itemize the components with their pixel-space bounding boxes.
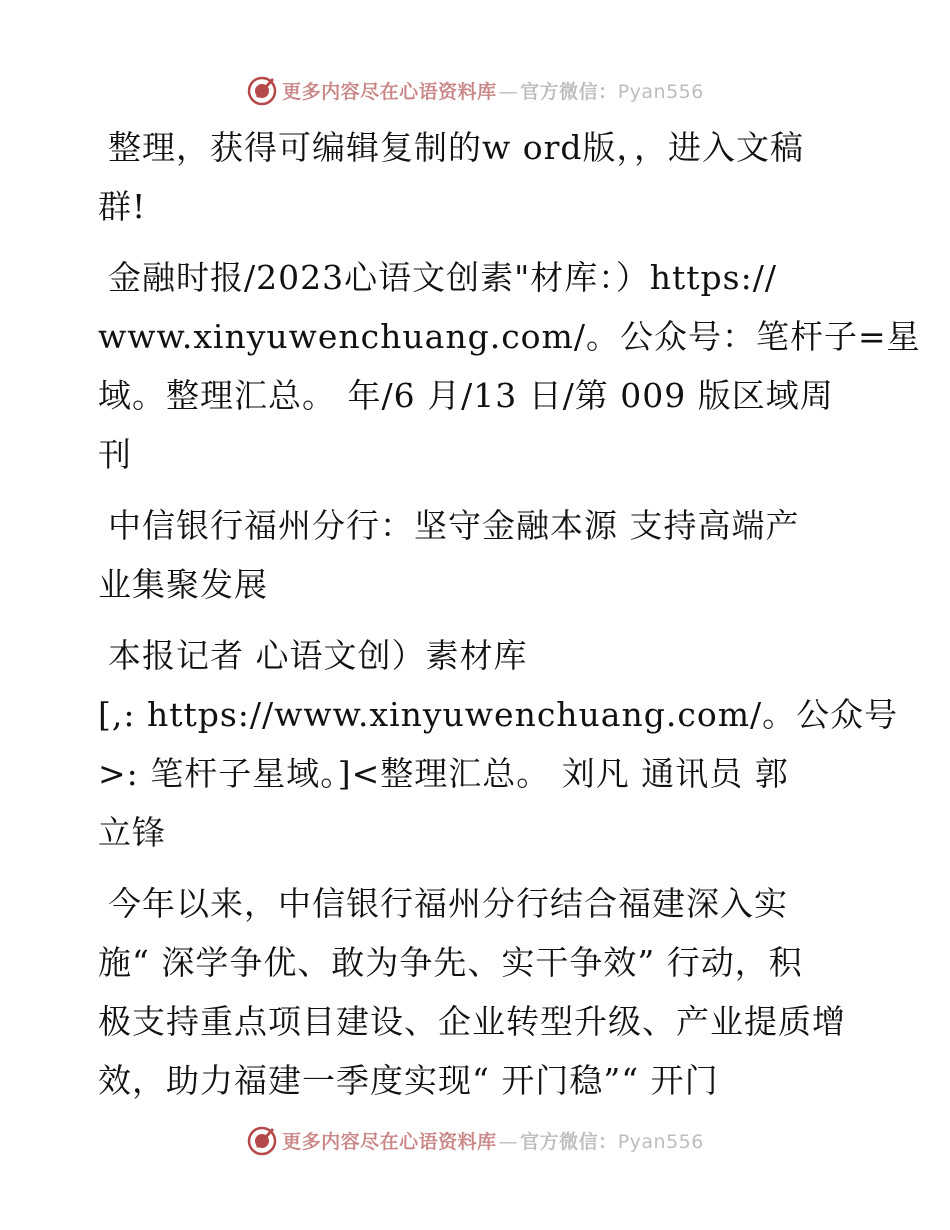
document-body <box>98 118 921 1122</box>
text-line: www.xinyuwenchuang.com/。公众号：笔杆子=星 <box>98 317 921 356</box>
logo-icon <box>246 74 278 106</box>
text-line: 业集聚发展 <box>98 565 268 604</box>
text-line: 立锋 <box>98 813 166 852</box>
paragraph <box>98 248 921 484</box>
banner-id: Pyan556 <box>617 1130 704 1153</box>
paragraph <box>98 626 899 862</box>
banner-wechat: 官方微信： <box>520 80 618 103</box>
paragraph <box>98 118 858 236</box>
text-line: 施“ 深学争优、敢为争先、实干争效” 行动，积 <box>98 943 803 982</box>
text-line: 效，助力福建一季度实现“ 开门稳”“ 开门 <box>98 1061 719 1100</box>
paragraph <box>98 496 858 614</box>
paragraph <box>98 874 858 1110</box>
logo-icon <box>246 1124 278 1156</box>
header-banner <box>0 70 950 110</box>
text-line: 整理，获得可编辑复制的w ord版，，进入文稿 <box>108 128 805 167</box>
text-line: 极支持重点项目建设、企业转型升级、产业提质增 <box>98 1002 846 1041</box>
text-line: 本报记者 心语文创）素材库 <box>108 636 528 675</box>
text-line: 刊 <box>98 435 132 474</box>
text-line: 域。整理汇总。 年/6 月/13 日/第 009 版区域周 <box>98 376 834 415</box>
text-line: 金融时报/2023心语文创素"材库：）https:// <box>108 258 777 297</box>
text-line: 群! <box>98 187 147 226</box>
text-line: 今年以来，中信银行福州分行结合福建深入实 <box>108 884 788 923</box>
banner-main: 更多内容尽在心语资料库 <box>282 1130 497 1153</box>
banner-text <box>282 1127 704 1154</box>
text-line: [,: https://www.xinyuwenchuang.com/。公众号 <box>98 695 899 734</box>
banner-text <box>282 77 704 104</box>
banner-dash: — <box>498 1130 519 1153</box>
banner-dash: — <box>498 80 519 103</box>
banner-id: Pyan556 <box>617 80 704 103</box>
text-line: >: 笔杆子星域。]<整理汇总。 刘凡 通讯员 郭 <box>98 754 789 793</box>
text-line: 中信银行福州分行：坚守金融本源 支持高端产 <box>108 506 800 545</box>
footer-banner <box>0 1120 950 1160</box>
banner-wechat: 官方微信： <box>520 1130 618 1153</box>
banner-main: 更多内容尽在心语资料库 <box>282 80 497 103</box>
